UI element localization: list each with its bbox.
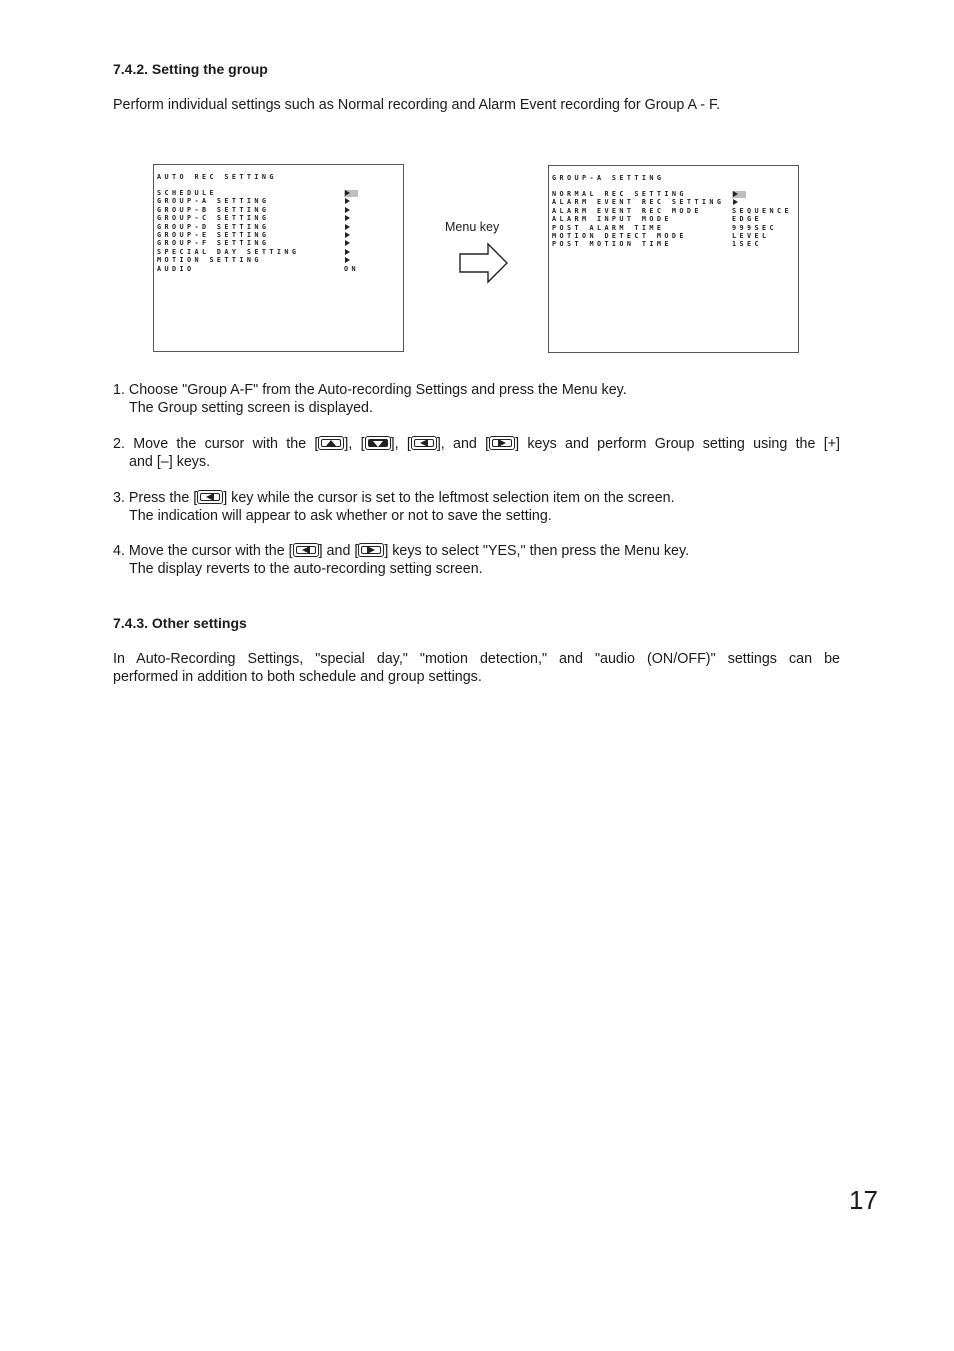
menu-item-label: ALARM EVENT REC MODE xyxy=(552,206,702,215)
menu-item-label: GROUP-C SETTING xyxy=(157,214,270,223)
screen-title: GROUP-A SETTING xyxy=(552,174,665,182)
menu-item-label: GROUP-A SETTING xyxy=(157,197,270,206)
section-intro: Perform individual settings such as Normal recording and Alarm Event recording for Group A - F. xyxy=(113,97,721,113)
submenu-arrow-icon xyxy=(345,232,350,238)
page-number: 17 xyxy=(849,1185,878,1215)
step-4-text: 4. Move the cursor with the [ ] and [ ] keys to select "YES," then press the Menu key. xyxy=(113,543,690,559)
menu-item-value: EDGE xyxy=(732,215,762,224)
group-a-setting-screen xyxy=(548,165,799,353)
menu-item-label: ALARM EVENT REC SETTING xyxy=(552,198,725,207)
menu-item-label: GROUP-D SETTING xyxy=(157,222,270,231)
right-arrow-icon xyxy=(458,242,510,286)
menu-item-label: NORMAL REC SETTING xyxy=(552,190,687,198)
menu-item-label: GROUP-F SETTING xyxy=(157,239,270,248)
step-4-note: The display reverts to the auto-recording setting screen. xyxy=(129,561,483,577)
menu-item-label: GROUP-B SETTING xyxy=(157,205,270,214)
menu-item-label: POST MOTION TIME xyxy=(552,240,672,249)
submenu-arrow-icon xyxy=(733,199,738,205)
step-2-text: 2. Move the cursor with the [ ], [ ], [ ], and [ ] keys and perform Group setting using the [+] xyxy=(113,436,841,452)
left-key-icon xyxy=(293,543,319,557)
step-1-text: 1. Choose "Group A-F" from the Auto-recording Settings and press the Menu key. xyxy=(113,382,627,398)
menu-item-label: AUDIO xyxy=(157,264,195,273)
section-heading-setting-group: 7.4.2. Setting the group xyxy=(113,61,268,77)
submenu-arrow-icon xyxy=(345,249,350,255)
menu-item-label: MOTION SETTING xyxy=(157,256,262,265)
submenu-arrow-icon xyxy=(345,207,350,213)
section-heading-other-settings: 7.4.3. Other settings xyxy=(113,615,247,631)
menu-item-value: 1SEC xyxy=(732,240,762,249)
menu-item-value: SEQUENCE xyxy=(732,206,792,215)
up-key-icon xyxy=(318,436,344,450)
menu-item-label: ALARM INPUT MODE xyxy=(552,215,672,224)
down-key-icon xyxy=(365,436,391,450)
menu-item-label: MOTION DETECT MODE xyxy=(552,232,687,240)
menu-item-value: 999SEC xyxy=(732,223,777,232)
menu-key-label: Menu key xyxy=(445,220,500,234)
right-key-icon xyxy=(358,543,384,557)
step-3 xyxy=(113,489,675,525)
submenu-arrow-icon xyxy=(345,224,350,230)
menu-item-label: SPECIAL DAY SETTING xyxy=(157,247,300,256)
step-3-text: 3. Press the [ ] key while the cursor is set to the leftmost selection item on the screen. xyxy=(113,490,675,506)
left-key-icon xyxy=(411,436,437,450)
step-1-note: The Group setting screen is displayed. xyxy=(129,400,373,416)
other-settings-line2: performed in addition to both schedule and group settings. xyxy=(113,669,482,685)
submenu-arrow-icon xyxy=(345,257,350,263)
step-1 xyxy=(113,381,627,417)
submenu-arrow-icon xyxy=(345,190,350,196)
right-key-icon xyxy=(489,436,515,450)
submenu-arrow-icon xyxy=(345,215,350,221)
screen-title: AUTO REC SETTING xyxy=(157,173,277,181)
menu-item-label: GROUP-E SETTING xyxy=(157,231,270,239)
step-4 xyxy=(113,542,689,578)
step-2 xyxy=(113,435,840,471)
menu-item-value: LEVEL xyxy=(732,232,770,240)
menu-item-label: POST ALARM TIME xyxy=(552,223,665,232)
left-key-icon xyxy=(197,490,223,504)
step-3-note: The indication will appear to ask whether or not to save the setting. xyxy=(129,508,552,524)
other-settings-line1: In Auto-Recording Settings, "special day," "motion detection," and "audio (ON/OFF)" settings can be xyxy=(113,651,840,667)
submenu-arrow-icon xyxy=(345,198,350,204)
step-2-line2: and [–] keys. xyxy=(129,454,211,470)
menu-item-label: SCHEDULE xyxy=(157,189,217,197)
submenu-arrow-icon xyxy=(345,240,350,246)
auto-rec-setting-screen xyxy=(153,164,404,352)
menu-item-value: ON xyxy=(344,264,359,273)
submenu-arrow-icon xyxy=(733,191,738,197)
other-settings-paragraph xyxy=(113,650,840,686)
